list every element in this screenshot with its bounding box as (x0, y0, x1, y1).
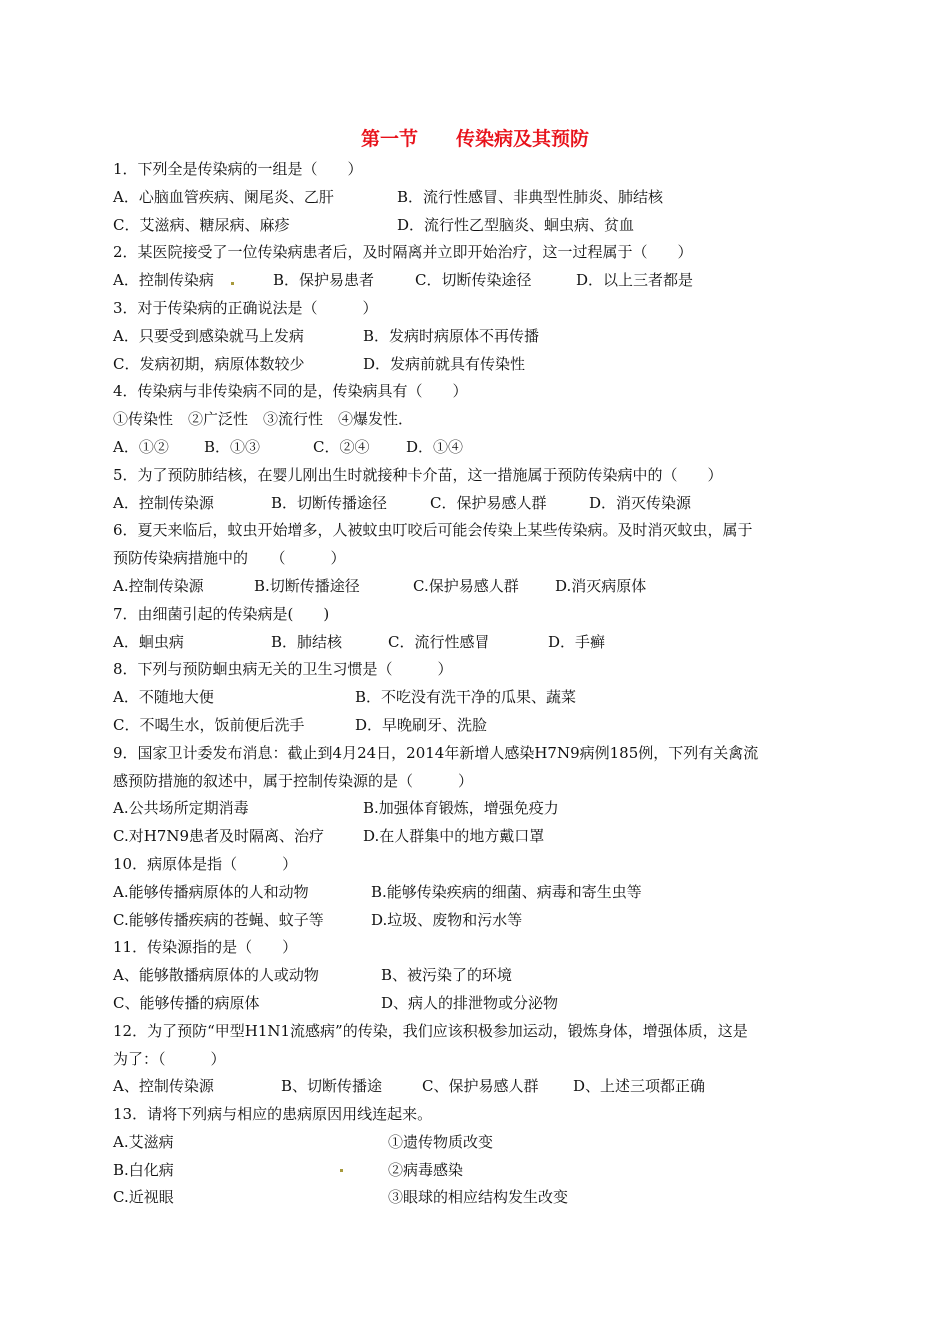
line-text: B.白化病 (113, 1160, 174, 1179)
option-text: D．手癣 (548, 632, 606, 651)
line-text: A.能够传播病原体的人和动物 (113, 882, 309, 901)
text-line (113, 629, 841, 657)
text-line (113, 823, 841, 851)
option-text: C．切断传染途径 (415, 271, 532, 290)
text-line (113, 684, 841, 712)
option-text: ②病毒感染 (388, 1160, 464, 1179)
text-line (113, 851, 841, 879)
text-line (113, 267, 841, 295)
line-text: 预防传染病措施中的 （ ） (113, 549, 346, 568)
text-line (113, 156, 841, 184)
line-text: 4．传染病与非传染病不同的是，传染病具有（ ） (113, 382, 468, 401)
option-text: B.加强体育锻炼，增强免疫力 (363, 799, 559, 818)
line-text: 11．传染源指的是（ ） (113, 938, 298, 957)
line-text: C．艾滋病、糖尿病、麻疹 (113, 215, 290, 234)
text-line (113, 406, 841, 434)
line-text: 12．为了预防“甲型H1N1流感病”的传染，我们应该积极参加运动，锻炼身体，增强体质，这是 (113, 1021, 748, 1040)
text-line (113, 990, 841, 1018)
text-line (113, 1046, 841, 1074)
line-text: A．①② (113, 437, 169, 456)
text-line (113, 712, 841, 740)
line-text: A、能够散播病原体的人或动物 (113, 966, 319, 985)
text-line (113, 1073, 841, 1101)
text-line (113, 295, 841, 323)
option-text: B．保护易患者 (273, 271, 375, 290)
text-line (113, 184, 841, 212)
line-text: C、能够传播的病原体 (113, 993, 260, 1012)
line-text: 10．病原体是指（ ） (113, 854, 298, 873)
option-text: B.能够传染疾病的细菌、病毒和寄生虫等 (371, 882, 642, 901)
line-text: C.对H7N9患者及时隔离、治疗 (113, 827, 325, 846)
option-text: B.切断传播途径 (254, 576, 360, 595)
text-line (113, 879, 841, 907)
page-title: 第一节 传染病及其预防 (360, 128, 589, 150)
line-text: 1．下列全是传染病的一组是（ ） (113, 160, 363, 178)
option-text: D．以上三者都是 (576, 271, 694, 290)
line-text: 3．对于传染病的正确说法是（ ） (113, 298, 378, 317)
line-text: 2．某医院接受了一位传染病患者后，及时隔离并立即开始治疗，这一过程属于（ ） (113, 243, 693, 262)
option-text: B、被污染了的环境 (381, 966, 513, 985)
line-text: A、控制传染源 (113, 1077, 214, 1096)
line-text: A.公共场所定期消毒 (113, 799, 249, 818)
line-text: A．控制传染源 (113, 493, 214, 512)
option-text: B．肺结核 (271, 632, 343, 651)
line-text: 9．国家卫计委发布消息：截止到4月24日，2014年新增人感染H7N9病例185例，下列有关禽流 (113, 743, 759, 762)
option-text: C．流行性感冒 (388, 632, 490, 651)
text-line (113, 768, 841, 796)
line-text: 8．下列与预防蛔虫病无关的卫生习惯是（ ） (113, 660, 453, 679)
option-text: ③眼球的相应结构发生改变 (388, 1188, 569, 1207)
option-text: D．消灭传染源 (589, 493, 692, 512)
line-text: A.控制传染源 (113, 576, 204, 595)
option-text: B．不吃没有洗干净的瓜果、蔬菜 (355, 688, 577, 707)
text-line (113, 212, 841, 240)
text-line (113, 962, 841, 990)
text-line (113, 1018, 841, 1046)
text-line (113, 434, 841, 462)
text-line (113, 462, 841, 490)
line-text: A．心脑血管疾病、阑尾炎、乙肝 (113, 187, 334, 206)
line-text: 13．请将下列病与相应的患病原因用线连起来。 (113, 1105, 433, 1124)
text-line (113, 795, 841, 823)
option-text: D、上述三项都正确 (573, 1077, 706, 1096)
line-text: 为了：（ ） (113, 1049, 226, 1068)
line-text: C．发病初期，病原体数较少 (113, 354, 305, 373)
text-line (113, 1129, 841, 1157)
line-text: A．蛔虫病 (113, 632, 184, 651)
option-text: D．发病前就具有传染性 (363, 354, 526, 373)
line-text: 感预防措施的叙述中，属于控制传染源的是（ ） (113, 771, 474, 790)
text-line (113, 517, 841, 545)
line-text: A．只要受到感染就马上发病 (113, 326, 304, 345)
text-line (113, 1101, 841, 1129)
option-text: B．流行性感冒、非典型性肺炎、肺结核 (397, 187, 664, 206)
line-text: 7．由细菌引起的传染病是( ) (113, 604, 330, 623)
text-line (113, 378, 841, 406)
option-text: D、病人的排泄物或分泌物 (381, 993, 559, 1012)
text-line (113, 656, 841, 684)
text-line (113, 323, 841, 351)
option-text: D．早晚刷牙、洗脸 (355, 715, 488, 734)
text-line (113, 573, 841, 601)
option-text: ①遗传物质改变 (388, 1132, 494, 1151)
option-text: D.在人群集中的地方戴口罩 (363, 827, 545, 846)
text-line (113, 934, 841, 962)
text-line (113, 545, 841, 573)
line-text: 5．为了预防肺结核，在婴儿刚出生时就接种卡介苗，这一措施属于预防传染病中的（ ） (113, 465, 723, 484)
line-text: C.能够传播疾病的苍蝇、蚊子等 (113, 910, 324, 929)
option-text: C．②④ (313, 437, 370, 456)
option-text: D.消灭病原体 (555, 576, 647, 595)
option-text: D.垃圾、废物和污水等 (371, 910, 523, 929)
option-text: B．切断传播途径 (271, 493, 388, 512)
text-line (113, 907, 841, 935)
text-line (113, 1157, 841, 1185)
text-line (113, 239, 841, 267)
line-text: C．不喝生水，饭前便后洗手 (113, 715, 305, 734)
option-text: B．发病时病原体不再传播 (363, 326, 540, 345)
question-list (113, 156, 841, 1212)
text-line (113, 351, 841, 379)
option-text: B、切断传播途 (281, 1077, 383, 1096)
option-text: D．①④ (406, 437, 464, 456)
line-text: A．不随地大便 (113, 688, 214, 707)
line-text: C.近视眼 (113, 1188, 174, 1207)
line-text: ①传染性 ②广泛性 ③流行性 ④爆发性． (113, 410, 414, 429)
text-line (113, 490, 841, 518)
option-text: C.保护易感人群 (413, 576, 519, 595)
text-line (113, 1184, 841, 1212)
line-text: 6．夏天来临后，蚊虫开始增多，人被蚊虫叮咬后可能会传染上某些传染病。及时消灭蚊虫，属于 (113, 521, 753, 540)
stray-mark (340, 1169, 343, 1172)
line-text: A．控制传染病 (113, 271, 214, 290)
stray-mark (231, 282, 234, 285)
option-text: D．流行性乙型脑炎、蛔虫病、贫血 (397, 215, 635, 234)
line-text: A.艾滋病 (113, 1132, 174, 1151)
text-line (113, 740, 841, 768)
text-line (113, 601, 841, 629)
option-text: B．①③ (204, 437, 261, 456)
option-text: C．保护易感人群 (430, 493, 547, 512)
option-text: C、保护易感人群 (422, 1077, 539, 1096)
